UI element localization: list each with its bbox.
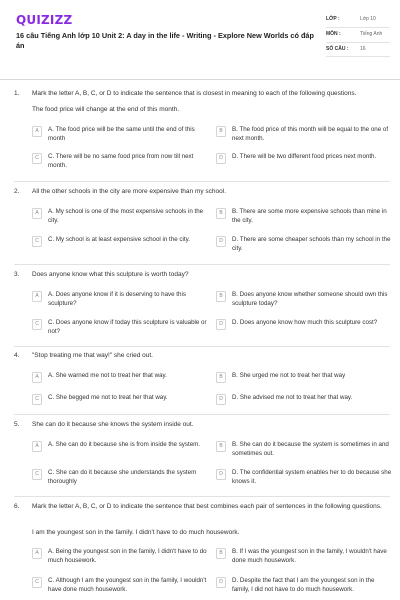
option-text: D. She advised me not to treat her that way.: [232, 394, 353, 401]
question-sentence: I am the youngest son in the family. I didn't have to do much housework.: [32, 529, 240, 536]
option-letter-box[interactable]: D: [216, 394, 226, 405]
option-text: B. She urged me not to treat her that way: [232, 372, 346, 379]
option-text: D. The confidential system enables her to do because she knows it.: [232, 469, 392, 485]
option-letter-box[interactable]: B: [216, 548, 226, 559]
option-text: B. If I was the youngest son in the family, I wouldn't have done much housework.: [232, 548, 387, 564]
header-divider: [0, 79, 400, 80]
question-number: 5.: [14, 421, 20, 428]
option-text: C. Although I am the youngest son in the family, I wouldn't have done much housework.: [48, 577, 207, 593]
meta-value: Tiếng Anh: [360, 30, 383, 37]
option-letter-box[interactable]: C: [32, 394, 42, 405]
option-letter-box[interactable]: D: [216, 153, 226, 164]
question-separator: [14, 264, 390, 265]
option-letter-box[interactable]: D: [216, 319, 226, 330]
option-letter-box[interactable]: C: [32, 236, 42, 247]
option-letter-box[interactable]: A: [32, 291, 42, 302]
question-number: 3.: [14, 271, 20, 278]
question-text: Does anyone know what this sculpture is worth today?: [32, 271, 189, 278]
option-text: C. She can do it because she understands the system thoroughly: [48, 469, 197, 485]
question-text: All the other schools in the city are more expensive than my school.: [32, 188, 227, 195]
worksheet-title: 16 câu Tiếng Anh lớp 10 Unit 2: A day in the life - Writing - Explore New Worlds có đáp án: [16, 31, 314, 51]
question-text: She can do it because she knows the system inside out.: [32, 421, 194, 428]
option-letter-box[interactable]: D: [216, 236, 226, 247]
meta-row-subject: [326, 28, 390, 43]
option-text: A. The food price will be the same until the end of this month: [48, 126, 195, 142]
option-text: D. Does anyone know how much this sculpture cost?: [232, 319, 378, 326]
option-letter-box[interactable]: B: [216, 372, 226, 383]
option-letter-box[interactable]: A: [32, 548, 42, 559]
option-letter-box[interactable]: D: [216, 469, 226, 480]
option-text: B. She can do it because the system is sometimes in and sometimes out.: [232, 441, 389, 457]
option-text: B. The food price of this month will be equal to the one of next month.: [232, 126, 389, 142]
option-text: D. There are some cheaper schools than my school in the city.: [232, 236, 391, 252]
option-text: A. Does anyone know if it is deserving to have this sculpture?: [48, 291, 186, 307]
option-text: D. Despite the fact that I am the youngest son in the family, I did not have to do much housework.: [232, 577, 375, 593]
option-text: A. She warned me not to treat her that way.: [48, 372, 167, 379]
option-letter-box[interactable]: C: [32, 469, 42, 480]
option-letter-box[interactable]: B: [216, 291, 226, 302]
question-number: 4.: [14, 352, 20, 359]
option-text: B. There are some more expensive schools than mine in the city.: [232, 208, 387, 224]
question-number: 1.: [14, 90, 20, 97]
meta-key: SỐ CÂU :: [326, 45, 349, 52]
option-text: C. She begged me not to treat her that way.: [48, 394, 168, 401]
option-text: A. My school is one of the most expensive schools in the city.: [48, 208, 204, 224]
option-text: B. Does anyone know whether someone should own this sculpture today?: [232, 291, 388, 307]
option-text: D. There will be two different food prices next month.: [232, 153, 377, 160]
option-letter-box[interactable]: B: [216, 208, 226, 219]
meta-row-count: [326, 43, 390, 58]
meta-value: 16: [360, 45, 366, 52]
meta-value: Lớp 10: [360, 16, 376, 22]
question-separator: [14, 496, 390, 497]
option-text: C. My school is at least expensive school in the city.: [48, 236, 190, 243]
option-text: A. She can do it because she is from inside the system.: [48, 441, 201, 448]
question-number: 2.: [14, 188, 20, 195]
option-letter-box[interactable]: A: [32, 372, 42, 383]
option-letter-box[interactable]: A: [32, 441, 42, 452]
worksheet-meta: [326, 13, 390, 57]
question-text: "Stop treating me that way!" she cried out.: [32, 352, 153, 359]
meta-row-class: [326, 13, 390, 28]
option-letter-box[interactable]: D: [216, 577, 226, 588]
question-text: Mark the letter A, B, C, or D to indicate the sentence that is closest in meaning to each of the following questions.: [32, 90, 357, 97]
meta-key: LỚP :: [326, 16, 340, 22]
option-letter-box[interactable]: B: [216, 126, 226, 137]
question-separator: [14, 346, 390, 347]
quizizz-logo[interactable]: QUIZIZZ: [16, 13, 73, 27]
option-text: C. Does anyone know if today this sculpture is valuable or not?: [48, 319, 207, 335]
option-text: A. Being the youngest son in the family, I didn't have to do much housework.: [48, 548, 207, 564]
question-separator: [14, 181, 390, 182]
option-text: C. There will be no same food price from now till next month.: [48, 153, 194, 169]
question-number: 6.: [14, 503, 20, 510]
worksheet-header: [0, 0, 400, 78]
option-letter-box[interactable]: C: [32, 319, 42, 330]
option-letter-box[interactable]: B: [216, 441, 226, 452]
option-letter-box[interactable]: C: [32, 577, 42, 588]
option-letter-box[interactable]: A: [32, 208, 42, 219]
option-letter-box[interactable]: C: [32, 153, 42, 164]
question-text: Mark the letter A, B, C, or D to indicate the sentence that best combines each pair of sentences in the following questions.: [32, 503, 382, 510]
meta-key: MÔN :: [326, 30, 341, 37]
question-separator: [14, 414, 390, 415]
option-letter-box[interactable]: A: [32, 126, 42, 137]
question-sentence: The food price will change at the end of this month.: [32, 106, 180, 113]
